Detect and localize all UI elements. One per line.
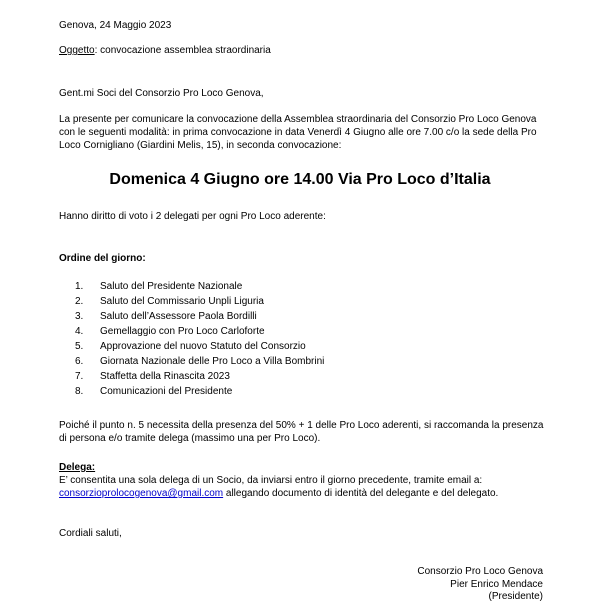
delega-line-1: E’ consentita una sola delega di un Socio, da inviarsi entro il giorno precedente, tramite email a:	[59, 475, 483, 486]
signature-org: Consorzio Pro Loco Genova	[417, 566, 543, 577]
subject-label: Oggetto	[59, 45, 95, 56]
signature-name: Pier Enrico Mendace	[450, 579, 543, 590]
agenda-item	[59, 295, 264, 308]
delega-line-2	[59, 487, 498, 500]
agenda-item-text: Giornata Nazionale delle Pro Loco a Villa Bombrini	[100, 356, 325, 367]
agenda-item	[59, 310, 257, 323]
agenda-item-text: Approvazione del nuovo Statuto del Consorzio	[100, 341, 306, 352]
intro-line-3: Loco Cornigliano (Giardini Melis, 15), in seconda convocazione:	[59, 140, 342, 151]
agenda-item-number: 8.	[75, 386, 84, 397]
delega-line-2-rest: allegando documento di identità del delegante e del delegato.	[223, 488, 499, 499]
agenda-item-text: Saluto del Commissario Unpli Liguria	[100, 296, 264, 307]
quorum-line-2: di persona e/o tramite delega (massimo una per Pro Loco).	[59, 433, 321, 444]
agenda-item-number: 5.	[75, 341, 84, 352]
agenda-item	[59, 280, 242, 293]
agenda-item-text: Staffetta della Rinascita 2023	[100, 371, 230, 382]
agenda-item-number: 1.	[75, 281, 84, 292]
agenda-item	[59, 355, 324, 368]
main-heading: Domenica 4 Giugno ore 14.00 Via Pro Loco d’Italia	[109, 171, 491, 188]
agenda-item	[59, 370, 230, 383]
subject-text: : convocazione assemblea straordinaria	[94, 45, 271, 56]
agenda-item-text: Comunicazioni del Presidente	[100, 386, 233, 397]
agenda-item	[59, 340, 306, 353]
agenda-item-text: Saluto del Presidente Nazionale	[100, 281, 243, 292]
agenda-item-text: Gemellaggio con Pro Loco Carloforte	[100, 326, 265, 337]
agenda-item	[59, 325, 265, 338]
agenda-item-number: 3.	[75, 311, 84, 322]
agenda-item	[59, 385, 232, 398]
closing: Cordiali saluti,	[59, 528, 122, 539]
intro-line-2: con le seguenti modalità: in prima convocazione in data Venerdì 4 Giugno alle ore 7.00 c/o la sede della Pro	[59, 127, 537, 138]
place-date: Genova, 24 Maggio 2023	[59, 20, 172, 31]
salutation: Gent.mi Soci del Consorzio Pro Loco Genova,	[59, 88, 264, 99]
agenda-item-number: 2.	[75, 296, 84, 307]
signature-role: (Presidente)	[488, 591, 543, 602]
agenda-title: Ordine del giorno:	[59, 253, 146, 264]
delega-title: Delega:	[59, 462, 96, 473]
agenda-item-number: 6.	[75, 356, 84, 367]
email-link[interactable]: consorzioprolocogenova@gmail.com	[59, 488, 224, 499]
agenda-item-number: 4.	[75, 326, 84, 337]
voting-rights: Hanno diritto di voto i 2 delegati per ogni Pro Loco aderente:	[59, 211, 326, 222]
agenda-item-text: Saluto dell’Assessore Paola Bordilli	[100, 311, 257, 322]
agenda-item-number: 7.	[75, 371, 84, 382]
intro-line-1: La presente per comunicare la convocazione della Assemblea straordinaria del Consorzio Pro Loco Genova	[59, 114, 537, 125]
quorum-line-1: Poiché il punto n. 5 necessita della presenza del 50% + 1 delle Pro Loco aderenti, si raccomanda la presenza	[59, 420, 544, 431]
subject-line	[59, 44, 271, 57]
